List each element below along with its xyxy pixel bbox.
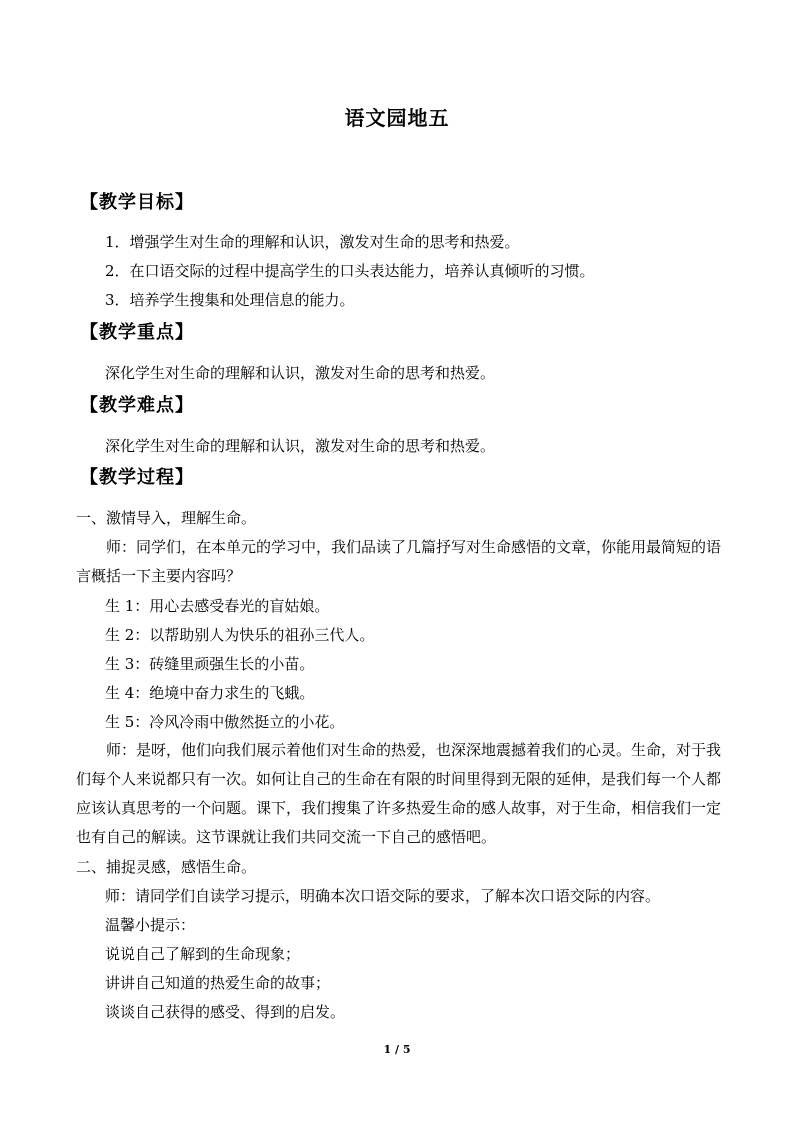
- student-answer: 生 1：用心去感受春光的盲姑娘。: [105, 597, 330, 615]
- teacher-task-text: 师：请同学们自读学习提示，明确本次口语交际的要求，了解本次口语交际的内容。: [105, 887, 661, 905]
- tips-title: 温馨小提示：: [105, 916, 196, 934]
- teacher-intro-paragraph: 师：同学们，在本单元的学习中，我们品读了几篇抒写对生命感悟的文章，你能用最简短的语言概括一下主要内容吗？: [76, 538, 722, 585]
- tip-item: 讲讲自己知道的热爱生命的故事；: [105, 974, 331, 992]
- section-heading-process: 【教学过程】: [80, 467, 194, 488]
- student-answer: 生 4：绝境中奋力求生的飞蛾。: [105, 684, 315, 702]
- student-answer: 生 2：以帮助别人为快乐的祖孙三代人。: [105, 626, 375, 644]
- teacher-response-paragraph: 师：是呀，他们向我们展示着他们对生命的热爱，也深深地震撼着我们的心灵。生命，对于我们每个人来说都只有一次。如何让自己的生命在有限的时间里得到无限的延伸，是我们每一个人都应该认真思考的一个问题。课下，我们搜集了许多热爱生命的感人故事，对于生命，相信我们一定也有自己的解读。这节课就让我们共同交流一下自己的感悟吧。: [76, 741, 722, 846]
- goal-item: 1．增强学生对生命的理解和认识，激发对生命的思考和热爱。: [105, 233, 520, 251]
- section-heading-key-points: 【教学重点】: [80, 322, 194, 343]
- document-title: 语文园地五: [344, 106, 450, 130]
- section-heading-goals: 【教学目标】: [80, 192, 194, 213]
- process-part-title: 一、激情导入，理解生命。: [76, 509, 257, 527]
- tip-item: 谈谈自己获得的感受、得到的启发。: [105, 1003, 346, 1021]
- page-number: 1 / 5: [383, 1043, 411, 1056]
- key-points-text: 深化学生对生命的理解和认识，激发对生命的思考和热爱。: [105, 364, 496, 382]
- goal-item: 3．培养学生搜集和处理信息的能力。: [105, 291, 355, 309]
- tip-item: 说说自己了解到的生命现象；: [105, 945, 301, 963]
- student-answer: 生 5：冷风冷雨中傲然挺立的小花。: [105, 713, 345, 731]
- student-answer: 生 3：砖缝里顽强生长的小苗。: [105, 655, 315, 673]
- section-heading-difficulties: 【教学难点】: [80, 395, 194, 416]
- process-part-title: 二、捕捉灵感，感悟生命。: [76, 858, 257, 876]
- difficulties-text: 深化学生对生命的理解和认识，激发对生命的思考和热爱。: [105, 437, 496, 455]
- goal-item: 2．在口语交际的过程中提高学生的口头表达能力，培养认真倾听的习惯。: [105, 262, 595, 280]
